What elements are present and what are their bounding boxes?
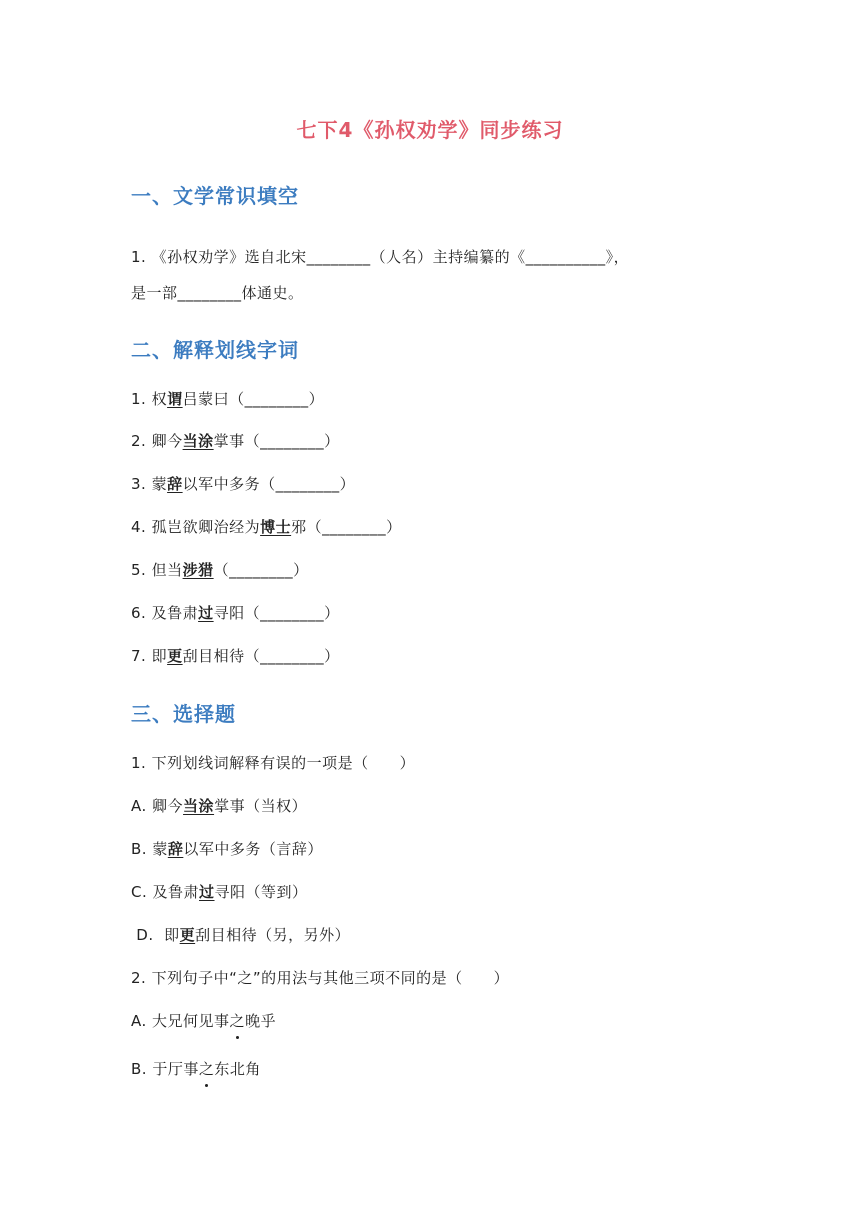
choice-option-b (131, 838, 323, 860)
option-text: 以军中多务（言辞） (183, 840, 323, 858)
underlined-word: 涉猎 (182, 561, 214, 579)
underlined-word: 博士 (260, 518, 292, 536)
option-text: 东北角 (214, 1060, 261, 1078)
item-text: 5. 但当 (131, 561, 183, 579)
item-text: 1. 权 (131, 390, 168, 408)
section-heading-choice: 三、选择题 (131, 702, 236, 726)
item-text: 3. 蒙 (131, 475, 168, 493)
question-line: 1. 《孙权劝学》选自北宋________（人名）主持编纂的《__________》， (131, 248, 630, 266)
vocab-item (131, 602, 340, 624)
underlined-word: 更 (167, 647, 183, 665)
item-text: 刮目相待（________） (182, 647, 340, 665)
choice-option-d (131, 924, 350, 946)
underlined-word: 过 (199, 883, 215, 901)
vocab-item (131, 430, 340, 452)
choice-option-a (131, 1010, 276, 1032)
choice-option-c (131, 881, 308, 903)
underlined-word: 当涂 (183, 797, 215, 815)
item-text: （________） (213, 561, 309, 579)
page-title: 七下4《孙权劝学》同步练习 (296, 118, 564, 142)
vocab-item (131, 473, 355, 495)
dotted-word: 之 (229, 1012, 246, 1030)
item-text: 寻阳（________） (213, 604, 340, 622)
vocab-item (131, 559, 309, 581)
item-text: 吕蒙曰（________） (182, 390, 325, 408)
underlined-word: 辞 (167, 475, 183, 493)
vocab-item (131, 516, 402, 538)
item-text: 掌事（________） (213, 432, 340, 450)
underlined-word: 过 (198, 604, 214, 622)
item-text: 以军中多务（________） (182, 475, 356, 493)
vocab-item (131, 388, 324, 410)
underlined-word: 更 (179, 926, 196, 944)
item-text: 7. 即 (131, 647, 168, 665)
underlined-word: 谓 (167, 390, 183, 408)
option-text: B. 蒙 (131, 840, 168, 858)
item-text: 2. 卿今 (131, 432, 183, 450)
choice-option-b (131, 1058, 261, 1080)
option-text: 刮目相待（另，另外） (195, 926, 351, 944)
item-text: 6. 及鲁肃 (131, 604, 199, 622)
option-text: 寻阳（等到） (214, 883, 308, 901)
dotted-word: 之 (198, 1060, 215, 1078)
option-text: 晚乎 (245, 1012, 277, 1030)
question-line: 是一部________体通史。 (131, 284, 304, 302)
option-text: B. 于厅事 (131, 1060, 199, 1078)
vocab-item (131, 645, 340, 667)
question-stem: 1. 下列划线词解释有误的一项是（ ） (131, 754, 416, 772)
item-text: 4. 孤岂欲卿治经为 (131, 518, 261, 536)
question-stem: 2. 下列句子中“之”的用法与其他三项不同的是（ ） (131, 969, 510, 987)
item-text: 邪（________） (291, 518, 402, 536)
underlined-word: 当涂 (182, 432, 214, 450)
option-text: A. 大兄何见事 (131, 1012, 230, 1030)
section-heading-vocabulary: 二、解释划线字词 (131, 338, 299, 362)
option-text: D. 即 (131, 926, 180, 944)
underlined-word: 辞 (167, 840, 184, 858)
section-heading-literature: 一、文学常识填空 (131, 184, 299, 208)
option-text: C. 及鲁肃 (131, 883, 200, 901)
option-text: A. 卿今 (131, 797, 184, 815)
option-text: 掌事（当权） (214, 797, 308, 815)
choice-option-a (131, 795, 307, 817)
